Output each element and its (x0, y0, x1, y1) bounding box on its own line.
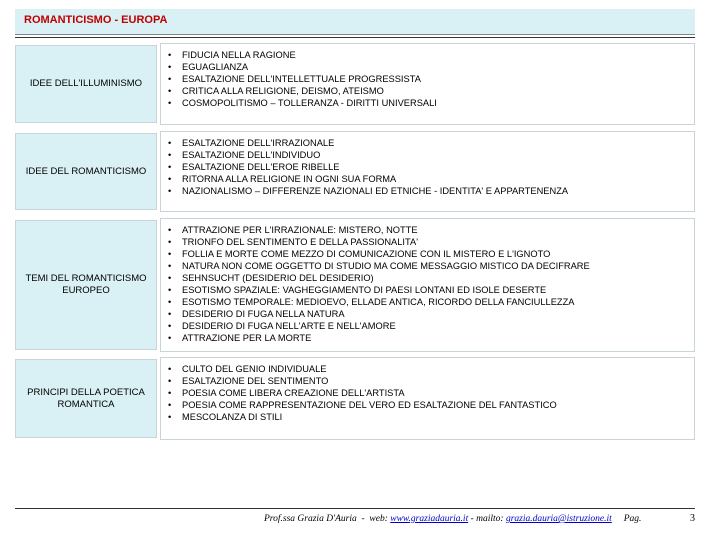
bullet-list (167, 49, 688, 109)
bullet-list (167, 137, 688, 197)
page-title: ROMANTICISMO - EUROPA (24, 14, 168, 26)
list-item: • ESOTISMO TEMPORALE: MEDIOEVO, ELLADE ANTICA, RICORDO DELLA FANCIULLEZZA (167, 296, 688, 308)
section-content-temi (160, 218, 695, 352)
list-item: • MESCOLANZA DI STILI (167, 411, 688, 423)
list-item: • ESALTAZIONE DEL SENTIMENTO (167, 375, 688, 387)
section-content-romanticismo (160, 131, 695, 212)
title-divider (15, 37, 695, 38)
list-item: • DESIDERIO DI FUGA NELL'ARTE E NELL'AMORE (167, 320, 688, 332)
page-label: Pag. (623, 514, 642, 524)
list-item: • ATTRAZIONE PER L'IRRAZIONALE: MISTERO, NOTTE (167, 224, 688, 236)
list-item: • RITORNA ALLA RELIGIONE IN OGNI SUA FORMA (167, 173, 688, 185)
list-item: • ESALTAZIONE DELL'INTELLETTUALE PROGRESSISTA (167, 73, 688, 85)
list-item: • CULTO DEL GENIO INDIVIDUALE (167, 363, 688, 375)
list-item: • DESIDERIO DI FUGA NELLA NATURA (167, 308, 688, 320)
list-item: • FOLLIA E MORTE COME MEZZO DI COMUNICAZIONE CON IL MISTERO E L'IGNOTO (167, 248, 688, 260)
list-item: • POESIA COME RAPPRESENTAZIONE DEL VERO ED ESALTAZIONE DEL FANTASTICO (167, 399, 688, 411)
list-item: • ESOTISMO SPAZIALE: VAGHEGGIAMENTO DI PAESI LONTANI ED ISOLE DESERTE (167, 284, 688, 296)
list-item: • COSMOPOLITISMO – TOLLERANZA - DIRITTI UNIVERSALI (167, 97, 688, 109)
web-link[interactable]: www.graziadauria.it (390, 514, 469, 524)
list-item: • ESALTAZIONE DELL'IRRAZIONALE (167, 137, 688, 149)
footer-divider (15, 508, 695, 509)
footer-web-label: web: (369, 514, 388, 524)
bullet-list (167, 224, 688, 344)
list-item: • TRIONFO DEL SENTIMENTO E DELLA PASSIONALITA' (167, 236, 688, 248)
bullet-list (167, 363, 688, 423)
list-item: • ESALTAZIONE DELL'INDIVIDUO (167, 149, 688, 161)
section-content-illuminismo (160, 43, 695, 125)
list-item: • FIDUCIA NELLA RAGIONE (167, 49, 688, 61)
list-item: • ESALTAZIONE DELL'EROE RIBELLE (167, 161, 688, 173)
section-label-poetica: PRINCIPI DELLA POETICA ROMANTICA (15, 359, 157, 438)
section-label-romanticismo: IDEE DEL ROMANTICISMO (15, 133, 157, 210)
list-item: • SEHNSUCHT (DESIDERIO DEL DESIDERIO) (167, 272, 688, 284)
list-item: • EGUAGLIANZA (167, 61, 688, 73)
mail-link[interactable]: grazia.dauria@istruzione.it (505, 514, 612, 524)
list-item: • NATURA NON COME OGGETTO DI STUDIO MA COME MESSAGGIO MISTICO DA DECIFRARE (167, 260, 688, 272)
section-label-illuminismo: IDEE DELL'ILLUMINISMO (15, 45, 157, 123)
footer-mail-label: - mailto: (470, 514, 504, 524)
page-number: 3 (690, 513, 695, 524)
footer-author: Prof.ssa Grazia D'Auria (264, 514, 357, 524)
section-content-poetica (160, 357, 695, 440)
footer-separator: - (361, 514, 365, 524)
footer (264, 514, 706, 524)
list-item: • POESIA COME LIBERA CREAZIONE DELL'ARTISTA (167, 387, 688, 399)
list-item: • CRITICA ALLA RELIGIONE, DEISMO, ATEISMO (167, 85, 688, 97)
title-bar (15, 9, 695, 35)
list-item: • ATTRAZIONE PER LA MORTE (167, 332, 688, 344)
section-label-temi: TEMI DEL ROMANTICISMO EUROPEO (15, 220, 157, 350)
list-item: • NAZIONALISMO – DIFFERENZE NAZIONALI ED ETNICHE - IDENTITA' E APPARTENENZA (167, 185, 688, 197)
